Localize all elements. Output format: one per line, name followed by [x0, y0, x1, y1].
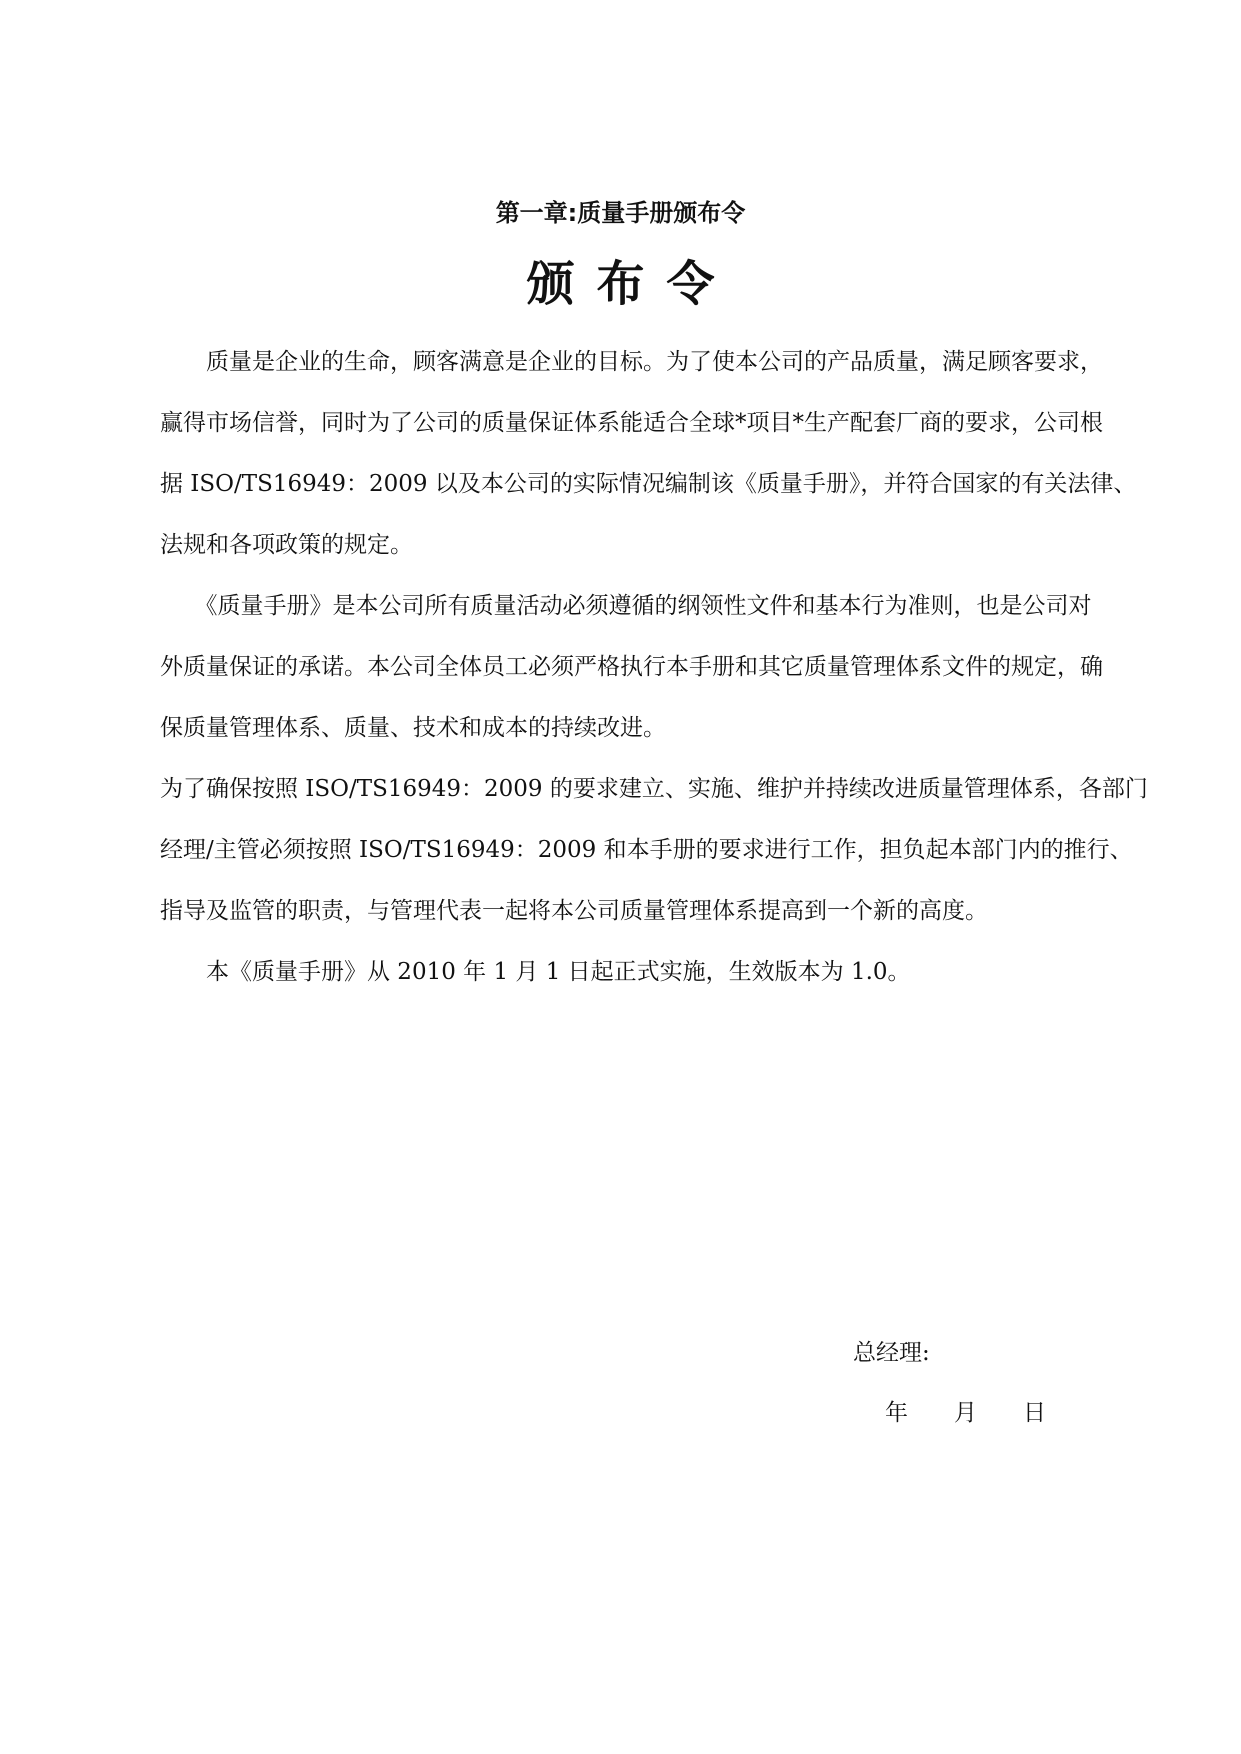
body-line: 法规和各项政策的规定。 — [160, 532, 413, 558]
body-line: 外质量保证的承诺。本公司全体员工必须严格执行本手册和其它质量管理体系文件的规定，确 — [160, 654, 1103, 680]
body-line: 本《质量手册》从 2010 年 1 月 1 日起正式实施，生效版本为 1.0。 — [160, 959, 911, 985]
signature-date: 年 月 日 — [885, 1400, 1046, 1426]
body-line: 为了确保按照 ISO/TS16949：2009 的要求建立、实施、维护并持续改进质量管理体系，各部门 — [160, 776, 1148, 802]
signature-label: 总经理: — [853, 1340, 930, 1366]
body-line: 保质量管理体系、质量、技术和成本的持续改进。 — [160, 715, 666, 741]
body-line: 指导及监管的职责，与管理代表一起将本公司质量管理体系提高到一个新的高度。 — [160, 898, 988, 924]
document-title: 颁布令 — [526, 256, 737, 312]
body-line: 经理/主管必须按照 ISO/TS16949：2009 和本手册的要求进行工作，担负起本部门内的推行、 — [160, 837, 1133, 863]
body-line: 质量是企业的生命，顾客满意是企业的目标。为了使本公司的产品质量，满足顾客要求， — [160, 349, 1103, 375]
body-line: 《质量手册》是本公司所有质量活动必须遵循的纲领性文件和基本行为准则，也是公司对 — [160, 593, 1092, 619]
chapter-title: 第一章:质量手册颁布令 — [495, 199, 746, 227]
body-line: 赢得市场信誉，同时为了公司的质量保证体系能适合全球*项目*生产配套厂商的要求，公司根 — [160, 410, 1103, 436]
body-line: 据 ISO/TS16949：2009 以及本公司的实际情况编制该《质量手册》，并符合国家的有关法律、 — [160, 471, 1137, 497]
